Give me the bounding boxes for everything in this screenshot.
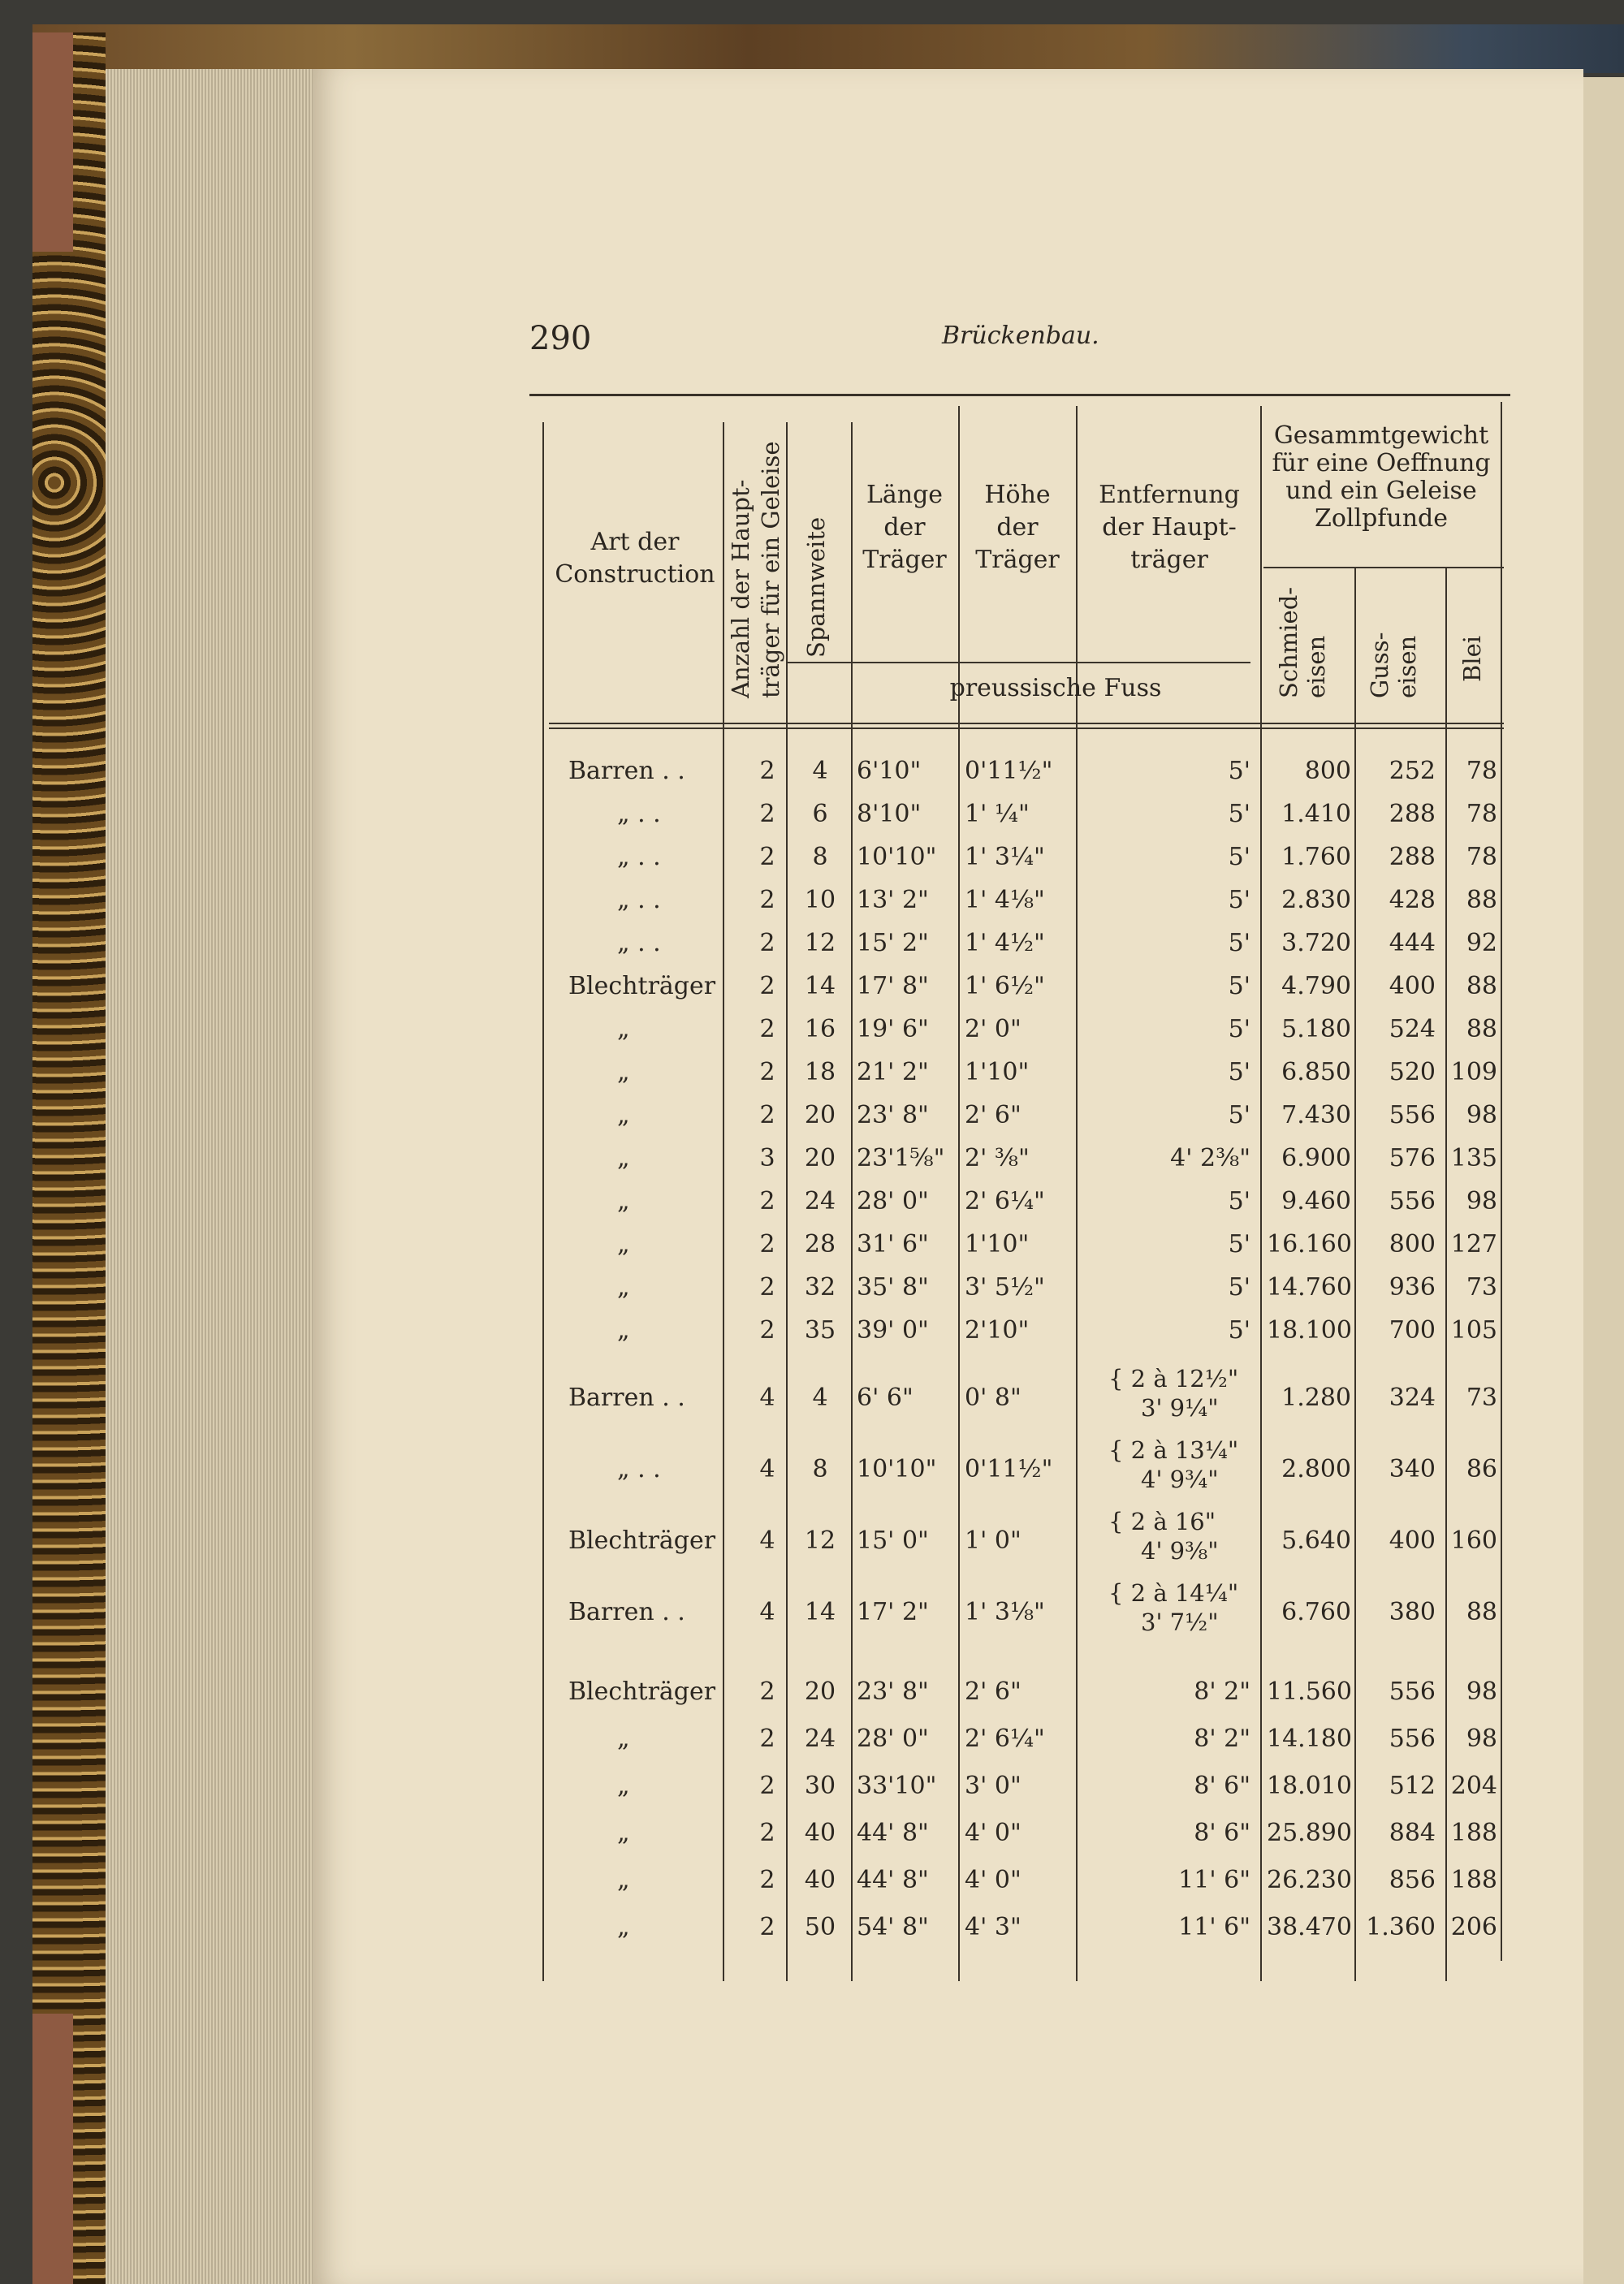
row-spannweite: 35 xyxy=(804,1316,836,1345)
row-art: Barren . . xyxy=(568,757,685,785)
header-art: Art der Construction xyxy=(555,528,715,589)
row-gusseisen: 400 xyxy=(1389,972,1436,1000)
row-entfernung: 5' xyxy=(1228,886,1250,914)
row-gusseisen: 556 xyxy=(1389,1725,1436,1753)
col-rule xyxy=(1354,568,1356,1981)
row-spannweite: 28 xyxy=(804,1230,836,1259)
row-blei: 78 xyxy=(1466,757,1497,785)
entfernung-outer: 3' 7½" xyxy=(1141,1608,1219,1636)
row-anzahl: 2 xyxy=(759,1273,775,1302)
row-entfernung: 5' xyxy=(1228,1187,1250,1215)
row-schmiedeisen: 6.850 xyxy=(1281,1058,1351,1086)
row-blei: 98 xyxy=(1466,1101,1497,1129)
row-laenge: 17' 2" xyxy=(857,1598,929,1626)
header-entfernung: Entfernung der Haupt-träger xyxy=(1099,481,1240,574)
row-blei: 92 xyxy=(1466,929,1497,957)
row-entfernung: 8' 2" xyxy=(1194,1677,1250,1706)
row-hoehe: 1' 4½" xyxy=(965,929,1045,957)
page-number: 290 xyxy=(529,320,592,357)
header-anzahl-2: träger für ein Geleise xyxy=(757,441,784,698)
row-entfernung: 5' xyxy=(1228,843,1250,871)
row-blei: 98 xyxy=(1466,1187,1497,1215)
row-schmiedeisen: 14.760 xyxy=(1267,1273,1352,1302)
row-schmiedeisen: 1.760 xyxy=(1281,843,1351,871)
row-hoehe: 2' 6¼" xyxy=(965,1187,1045,1215)
row-hoehe: 1'10" xyxy=(965,1230,1030,1259)
row-schmiedeisen: 16.160 xyxy=(1267,1230,1352,1259)
row-anzahl: 2 xyxy=(759,1316,775,1345)
row-spannweite: 8 xyxy=(812,843,828,871)
row-art: „ . . xyxy=(617,886,661,914)
row-laenge: 44' 8" xyxy=(857,1866,929,1894)
row-spannweite: 50 xyxy=(804,1913,836,1941)
row-art: „ xyxy=(617,1316,630,1345)
entfernung-outer: 4' 9¾" xyxy=(1141,1466,1219,1493)
col-rule xyxy=(723,422,724,1981)
book-cover-corner xyxy=(32,32,73,252)
row-blei: 98 xyxy=(1466,1725,1497,1753)
row-anzahl: 4 xyxy=(759,1598,775,1626)
running-title: Brückenbau. xyxy=(942,322,1099,350)
row-gusseisen: 1.360 xyxy=(1366,1913,1436,1941)
row-anzahl: 2 xyxy=(759,1230,775,1259)
row-schmiedeisen: 6.900 xyxy=(1281,1144,1351,1172)
row-schmiedeisen: 26.230 xyxy=(1267,1866,1352,1894)
row-laenge: 44' 8" xyxy=(857,1819,929,1847)
entfernung-outer: 4' 9⅜" xyxy=(1141,1537,1219,1565)
row-blei: 78 xyxy=(1466,800,1497,828)
row-anzahl: 2 xyxy=(759,1101,775,1129)
row-laenge: 23'1⅝" xyxy=(857,1144,945,1172)
row-anzahl: 2 xyxy=(759,972,775,1000)
row-schmiedeisen: 1.410 xyxy=(1281,800,1351,828)
row-gusseisen: 884 xyxy=(1389,1819,1436,1847)
row-spannweite: 20 xyxy=(804,1101,836,1129)
book-cover-corner xyxy=(32,2014,73,2284)
col-rule xyxy=(958,406,960,1981)
row-hoehe: 2' 6" xyxy=(965,1101,1021,1129)
row-gusseisen: 856 xyxy=(1389,1866,1436,1894)
row-blei: 88 xyxy=(1466,1598,1497,1626)
row-hoehe: 4' 0" xyxy=(965,1866,1021,1894)
row-schmiedeisen: 5.180 xyxy=(1281,1015,1351,1043)
row-schmiedeisen: 11.560 xyxy=(1267,1677,1352,1706)
header-spannweite: Spannweite xyxy=(802,516,830,658)
header-bottom-rule xyxy=(549,728,1504,729)
row-spannweite: 4 xyxy=(812,757,828,785)
header-gesammtgewicht: Gesammtgewicht für eine Oeffnung und ein Geleise Zollpfunde xyxy=(1272,421,1491,533)
row-hoehe: 3' 5½" xyxy=(965,1273,1045,1302)
row-gusseisen: 252 xyxy=(1389,757,1436,785)
row-art: „ xyxy=(617,1101,630,1129)
row-hoehe: 2' 6¼" xyxy=(965,1725,1045,1753)
row-blei: 135 xyxy=(1450,1144,1497,1172)
row-entfernung: 5' xyxy=(1228,1101,1250,1129)
row-art: „ xyxy=(617,1725,630,1753)
row-spannweite: 14 xyxy=(804,972,836,1000)
row-schmiedeisen: 1.280 xyxy=(1281,1384,1351,1412)
row-schmiedeisen: 25.890 xyxy=(1267,1819,1352,1847)
row-anzahl: 2 xyxy=(759,929,775,957)
row-spannweite: 10 xyxy=(804,886,836,914)
header-hoehe: Höhe der Träger xyxy=(975,481,1060,574)
gesammt-rule xyxy=(1263,567,1504,568)
row-spannweite: 18 xyxy=(804,1058,836,1086)
row-laenge: 54' 8" xyxy=(857,1913,929,1941)
row-spannweite: 20 xyxy=(804,1677,836,1706)
row-anzahl: 2 xyxy=(759,800,775,828)
row-blei: 188 xyxy=(1450,1819,1497,1847)
row-blei: 204 xyxy=(1450,1772,1497,1800)
row-entfernung: 5' xyxy=(1228,1273,1250,1302)
row-entfernung: 11' 6" xyxy=(1178,1866,1250,1894)
row-entfernung-paired xyxy=(1108,1364,1238,1423)
unit-label: preussische Fuss xyxy=(949,674,1162,702)
row-gusseisen: 700 xyxy=(1389,1316,1436,1345)
row-gusseisen: 936 xyxy=(1389,1273,1436,1302)
row-blei: 73 xyxy=(1466,1273,1497,1302)
row-hoehe: 0'11½" xyxy=(965,1455,1053,1483)
row-blei: 188 xyxy=(1450,1866,1497,1894)
row-gusseisen: 556 xyxy=(1389,1677,1436,1706)
row-schmiedeisen: 38.470 xyxy=(1267,1913,1352,1941)
row-blei: 160 xyxy=(1450,1526,1497,1555)
row-gusseisen: 800 xyxy=(1389,1230,1436,1259)
entfernung-outer: 3' 9¼" xyxy=(1141,1394,1219,1422)
row-art: Blechträger xyxy=(568,972,716,1000)
row-hoehe: 2' 6" xyxy=(965,1677,1021,1706)
row-schmiedeisen: 4.790 xyxy=(1281,972,1351,1000)
col-rule xyxy=(1501,402,1502,1961)
row-art: „ xyxy=(617,1058,630,1086)
row-laenge: 15' 0" xyxy=(857,1526,929,1555)
page-edges xyxy=(106,69,317,2284)
row-gusseisen: 288 xyxy=(1389,800,1436,828)
row-entfernung: 8' 6" xyxy=(1194,1819,1250,1847)
row-spannweite: 12 xyxy=(804,1526,836,1555)
row-hoehe: 1' 6½" xyxy=(965,972,1045,1000)
row-schmiedeisen: 9.460 xyxy=(1281,1187,1351,1215)
row-entfernung: 5' xyxy=(1228,972,1250,1000)
row-hoehe: 1'10" xyxy=(965,1058,1030,1086)
row-entfernung: 5' xyxy=(1228,1316,1250,1345)
unit-rule xyxy=(788,662,1250,663)
row-hoehe: 3' 0" xyxy=(965,1772,1021,1800)
row-hoehe: 0'11½" xyxy=(965,757,1053,785)
row-anzahl: 2 xyxy=(759,843,775,871)
row-entfernung-paired xyxy=(1108,1578,1238,1637)
row-hoehe: 4' 3" xyxy=(965,1913,1021,1941)
row-gusseisen: 324 xyxy=(1389,1384,1436,1412)
row-hoehe: 1' 4⅛" xyxy=(965,886,1045,914)
row-gusseisen: 512 xyxy=(1389,1772,1436,1800)
row-art: „ xyxy=(617,1772,630,1800)
row-schmiedeisen: 3.720 xyxy=(1281,929,1351,957)
row-art: „ xyxy=(617,1230,630,1259)
col-rule xyxy=(542,422,544,1981)
row-entfernung-paired xyxy=(1108,1507,1219,1565)
row-gusseisen: 576 xyxy=(1389,1144,1436,1172)
row-schmiedeisen: 800 xyxy=(1304,757,1351,785)
row-art: Blechträger xyxy=(568,1526,716,1555)
row-blei: 109 xyxy=(1450,1058,1497,1086)
row-entfernung: 8' 2" xyxy=(1194,1725,1250,1753)
row-art: „ xyxy=(617,1866,630,1894)
row-gusseisen: 340 xyxy=(1389,1455,1436,1483)
row-gusseisen: 288 xyxy=(1389,843,1436,871)
row-anzahl: 2 xyxy=(759,1772,775,1800)
row-anzahl: 4 xyxy=(759,1526,775,1555)
row-gusseisen: 520 xyxy=(1389,1058,1436,1086)
row-hoehe: 2'10" xyxy=(965,1316,1030,1345)
header-guss-1: Guss- xyxy=(1366,632,1393,698)
row-anzahl: 2 xyxy=(759,1819,775,1847)
row-laenge: 21' 2" xyxy=(857,1058,929,1086)
row-entfernung-paired xyxy=(1108,1436,1238,1494)
row-gusseisen: 556 xyxy=(1389,1187,1436,1215)
row-blei: 78 xyxy=(1466,843,1497,871)
row-hoehe: 1' 3¼" xyxy=(965,843,1045,871)
row-anzahl: 4 xyxy=(759,1455,775,1483)
row-blei: 206 xyxy=(1450,1913,1497,1941)
row-gusseisen: 556 xyxy=(1389,1101,1436,1129)
row-blei: 88 xyxy=(1466,886,1497,914)
header-schmied-1: Schmied- xyxy=(1275,586,1302,698)
row-spannweite: 12 xyxy=(804,929,836,957)
row-laenge: 8'10" xyxy=(857,800,922,828)
header-guss-2: eisen xyxy=(1393,635,1421,698)
row-schmiedeisen: 5.640 xyxy=(1281,1526,1351,1555)
row-spannweite: 16 xyxy=(804,1015,836,1043)
row-hoehe: 0' 8" xyxy=(965,1384,1021,1412)
row-spannweite: 32 xyxy=(804,1273,836,1302)
row-art: „ . . xyxy=(617,843,661,871)
row-schmiedeisen: 2.800 xyxy=(1281,1455,1351,1483)
row-laenge: 31' 6" xyxy=(857,1230,929,1259)
row-blei: 98 xyxy=(1466,1677,1497,1706)
row-laenge: 33'10" xyxy=(857,1772,937,1800)
row-spannweite: 6 xyxy=(812,800,828,828)
row-anzahl: 2 xyxy=(759,1913,775,1941)
col-rule xyxy=(1445,568,1447,1981)
row-laenge: 17' 8" xyxy=(857,972,929,1000)
row-schmiedeisen: 18.100 xyxy=(1267,1316,1352,1345)
header-anzahl-1: Anzahl der Haupt- xyxy=(727,479,754,698)
row-laenge: 39' 0" xyxy=(857,1316,929,1345)
row-hoehe: 4' 0" xyxy=(965,1819,1021,1847)
row-entfernung: 4' 2⅜" xyxy=(1170,1144,1250,1172)
row-laenge: 10'10" xyxy=(857,843,937,871)
row-hoehe: 1' ¼" xyxy=(965,800,1030,828)
row-anzahl: 2 xyxy=(759,1677,775,1706)
header-blei: Blei xyxy=(1458,635,1486,682)
row-hoehe: 2' ⅜" xyxy=(965,1144,1030,1172)
row-spannweite: 24 xyxy=(804,1725,836,1753)
row-blei: 105 xyxy=(1450,1316,1497,1345)
row-laenge: 19' 6" xyxy=(857,1015,929,1043)
row-art: „ xyxy=(617,1273,630,1302)
row-entfernung: 5' xyxy=(1228,1230,1250,1259)
row-entfernung: 5' xyxy=(1228,800,1250,828)
row-gusseisen: 444 xyxy=(1389,929,1436,957)
row-laenge: 15' 2" xyxy=(857,929,929,957)
row-anzahl: 2 xyxy=(759,1015,775,1043)
row-art: „ . . xyxy=(617,929,661,957)
row-blei: 88 xyxy=(1466,972,1497,1000)
row-hoehe: 2' 0" xyxy=(965,1015,1021,1043)
row-schmiedeisen: 7.430 xyxy=(1281,1101,1351,1129)
row-entfernung: 5' xyxy=(1228,929,1250,957)
entfernung-inner: { 2 à 14¼" xyxy=(1108,1579,1239,1607)
row-entfernung: 5' xyxy=(1228,1058,1250,1086)
row-entfernung: 5' xyxy=(1228,757,1250,785)
row-schmiedeisen: 6.760 xyxy=(1281,1598,1351,1626)
row-art: „ xyxy=(617,1913,630,1941)
row-laenge: 6' 6" xyxy=(857,1384,914,1412)
row-blei: 127 xyxy=(1450,1230,1497,1259)
row-gusseisen: 380 xyxy=(1389,1598,1436,1626)
row-laenge: 10'10" xyxy=(857,1455,937,1483)
row-anzahl: 3 xyxy=(759,1144,775,1172)
row-anzahl: 2 xyxy=(759,1866,775,1894)
entfernung-inner: { 2 à 12½" xyxy=(1108,1365,1239,1392)
row-anzahl: 2 xyxy=(759,757,775,785)
row-art: Barren . . xyxy=(568,1384,685,1412)
row-entfernung: 11' 6" xyxy=(1178,1913,1250,1941)
col-rule xyxy=(851,422,853,1981)
row-hoehe: 1' 0" xyxy=(965,1526,1021,1555)
book-cover-top xyxy=(32,24,1624,73)
header-laenge: Länge der Träger xyxy=(862,481,947,574)
row-laenge: 35' 8" xyxy=(857,1273,929,1302)
row-spannweite: 20 xyxy=(804,1144,836,1172)
row-entfernung: 8' 6" xyxy=(1194,1772,1250,1800)
row-laenge: 23' 8" xyxy=(857,1101,929,1129)
row-entfernung: 5' xyxy=(1228,1015,1250,1043)
header-schmied-2: eisen xyxy=(1302,635,1330,698)
row-gusseisen: 428 xyxy=(1389,886,1436,914)
row-art: „ xyxy=(617,1144,630,1172)
book-page xyxy=(313,69,1583,2284)
row-spannweite: 24 xyxy=(804,1187,836,1215)
row-anzahl: 2 xyxy=(759,1058,775,1086)
row-laenge: 23' 8" xyxy=(857,1677,929,1706)
row-spannweite: 4 xyxy=(812,1384,828,1412)
row-spannweite: 30 xyxy=(804,1772,836,1800)
row-art: „ . . xyxy=(617,800,661,828)
row-anzahl: 2 xyxy=(759,1725,775,1753)
row-schmiedeisen: 2.830 xyxy=(1281,886,1351,914)
row-schmiedeisen: 18.010 xyxy=(1267,1772,1352,1800)
row-gusseisen: 524 xyxy=(1389,1015,1436,1043)
row-laenge: 28' 0" xyxy=(857,1187,929,1215)
col-rule xyxy=(1076,406,1078,1981)
header-bottom-rule xyxy=(549,723,1504,724)
book-cover-marbled xyxy=(32,32,106,2284)
col-rule xyxy=(1260,406,1262,1981)
col-rule xyxy=(786,422,788,1981)
row-gusseisen: 400 xyxy=(1389,1526,1436,1555)
row-spannweite: 8 xyxy=(812,1455,828,1483)
row-anzahl: 4 xyxy=(759,1384,775,1412)
row-hoehe: 1' 3⅛" xyxy=(965,1598,1045,1626)
row-blei: 88 xyxy=(1466,1015,1497,1043)
facing-page-edge xyxy=(1583,77,1624,2284)
row-art: „ xyxy=(617,1187,630,1215)
row-art: „ xyxy=(617,1015,630,1043)
row-art: „ . . xyxy=(617,1455,661,1483)
row-anzahl: 2 xyxy=(759,1187,775,1215)
row-spannweite: 14 xyxy=(804,1598,836,1626)
row-art: „ xyxy=(617,1819,630,1847)
table-top-rule xyxy=(529,394,1510,396)
row-laenge: 6'10" xyxy=(857,757,922,785)
entfernung-inner: { 2 à 16" xyxy=(1108,1508,1216,1535)
row-laenge: 28' 0" xyxy=(857,1725,929,1753)
row-anzahl: 2 xyxy=(759,886,775,914)
entfernung-inner: { 2 à 13¼" xyxy=(1108,1436,1239,1464)
row-schmiedeisen: 14.180 xyxy=(1267,1725,1352,1753)
row-art: Blechträger xyxy=(568,1677,716,1706)
row-blei: 86 xyxy=(1466,1455,1497,1483)
row-laenge: 13' 2" xyxy=(857,886,929,914)
row-spannweite: 40 xyxy=(804,1866,836,1894)
row-art: Barren . . xyxy=(568,1598,685,1626)
row-blei: 73 xyxy=(1466,1384,1497,1412)
row-spannweite: 40 xyxy=(804,1819,836,1847)
